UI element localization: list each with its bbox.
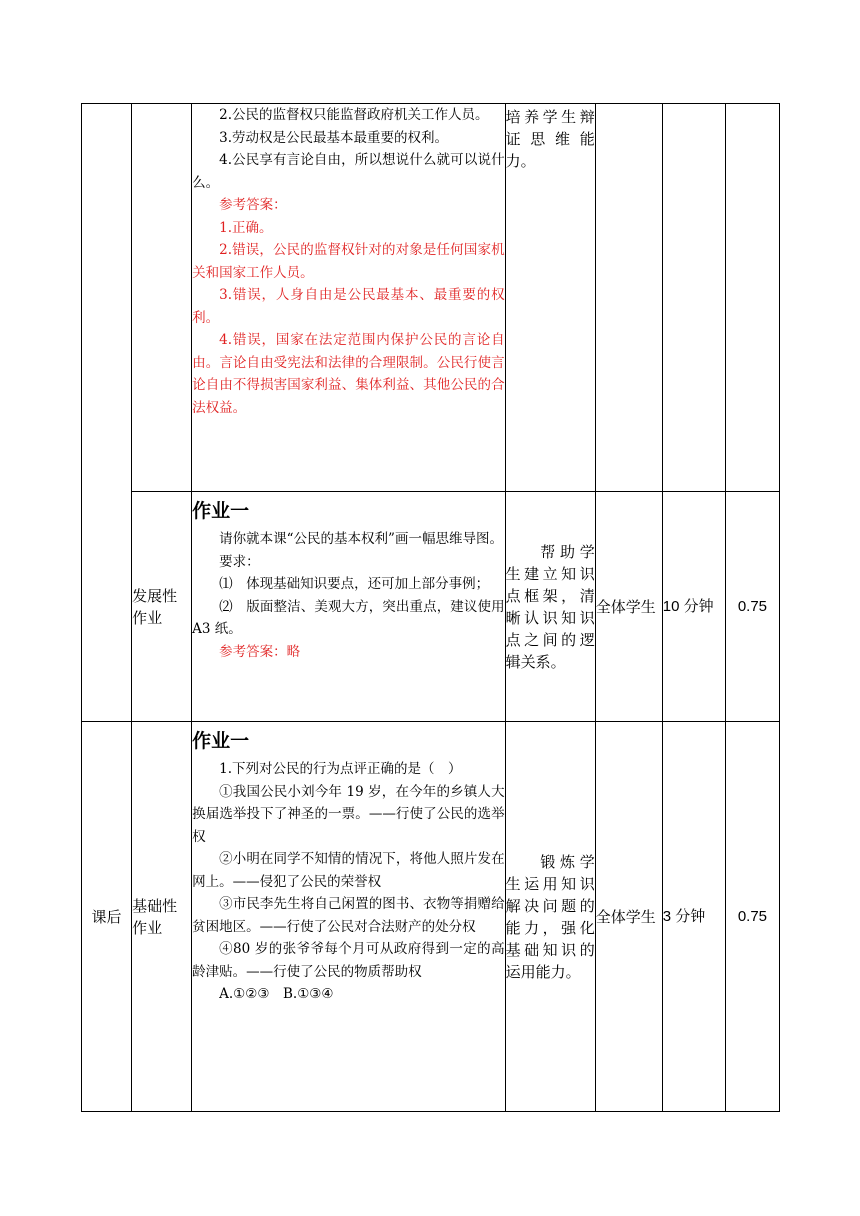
answer-label: 参考答案：略 [219, 643, 301, 660]
question-stem: 1.下列对公民的行为点评正确的是（ ） [219, 761, 462, 777]
time-cell-empty [662, 104, 725, 492]
homework-design-table [81, 103, 780, 1112]
segment-cell: 课后 [82, 722, 132, 1112]
requirement-item: ⑴ 体现基础知识要点，还可加上部分事例； [219, 576, 490, 592]
difficulty-cell-empty [725, 104, 779, 492]
table-row [82, 722, 780, 1112]
object-cell: 全体学生 [595, 492, 662, 722]
answer-item: 4.错误，国家在法定范围内保护公民的言论自由。言论自由受宪法和法律的合理限制。公民行使言论自由不得损害国家利益、集体利益、其他公民的合法权益。 [192, 332, 505, 416]
content-cell [192, 104, 505, 492]
goal-cell [505, 492, 595, 722]
option-item: ③市民李先生将自己闲置的图书、衣物等捐赠给贫困地区。——行使了公民对合法财产的处分权 [192, 896, 505, 935]
goal-cell [505, 722, 595, 1112]
homework-intro: 请你就本课“公民的基本权利”画一幅思维导图。 [219, 531, 503, 547]
time-cell: 10 分钟 [662, 492, 725, 722]
goal-cell: 培养学生辩证思维能力。 [505, 104, 595, 492]
option-item: ②小明在同学不知情的情况下，将他人照片发在网上。——侵犯了公民的荣誉权 [192, 851, 505, 890]
homework-type-cell [132, 722, 192, 1112]
table-row [82, 104, 780, 492]
object-cell: 全体学生 [595, 722, 662, 1112]
homework-title: 作业一 [192, 730, 250, 752]
statement-item: 4.公民享有言论自由，所以想说什么就可以说什么。 [192, 152, 505, 191]
segment-cell-empty [82, 104, 132, 722]
option-item: ①我国公民小刘今年 19 岁，在今年的乡镇人大换届选举投下了神圣的一票。——行使了公民的选举权 [192, 783, 505, 845]
option-item: ④80 岁的张爷爷每个月可从政府得到一定的高龄津贴。——行使了公民的物质帮助权 [192, 941, 505, 980]
homework-type-cell [132, 492, 192, 722]
homework-title: 作业一 [192, 500, 250, 522]
homework-type: 发展性作业 [132, 586, 178, 627]
requirement-item: ⑵ 版面整洁、美观大方，突出重点，建议使用 A3 纸。 [192, 598, 505, 637]
goal-text: 锻炼学生运用知识解决问题的能力，强化基础知识的运用能力。 [505, 852, 595, 981]
homework-type: 基础性作业 [132, 896, 178, 937]
table-row [82, 492, 780, 722]
answer-item: 2.错误，公民的监督权针对的对象是任何国家机关和国家工作人员。 [192, 242, 505, 281]
statement-item: 2.公民的监督权只能监督政府机关工作人员。 [219, 107, 489, 123]
answer-item: 1.正确。 [219, 219, 273, 236]
object-cell-empty [595, 104, 662, 492]
time-cell: 3 分钟 [662, 722, 725, 1112]
content-cell [192, 722, 505, 1112]
difficulty-cell: 0.75 [725, 722, 779, 1112]
difficulty-cell: 0.75 [725, 492, 779, 722]
type-cell-empty [132, 104, 192, 492]
answer-item: 3.错误，人身自由是公民最基本、最重要的权利。 [192, 287, 505, 326]
answer-label: 参考答案： [219, 197, 287, 213]
goal-text: 帮助学生建立知识点框架，清晰认识知识点之间的逻辑关系。 [505, 542, 595, 671]
answer-choices: A.①②③ B.①③④ [219, 986, 334, 1002]
statement-item: 3.劳动权是公民最基本最重要的权利。 [219, 129, 449, 146]
content-cell [192, 492, 505, 722]
requirements-label: 要求： [219, 553, 260, 570]
